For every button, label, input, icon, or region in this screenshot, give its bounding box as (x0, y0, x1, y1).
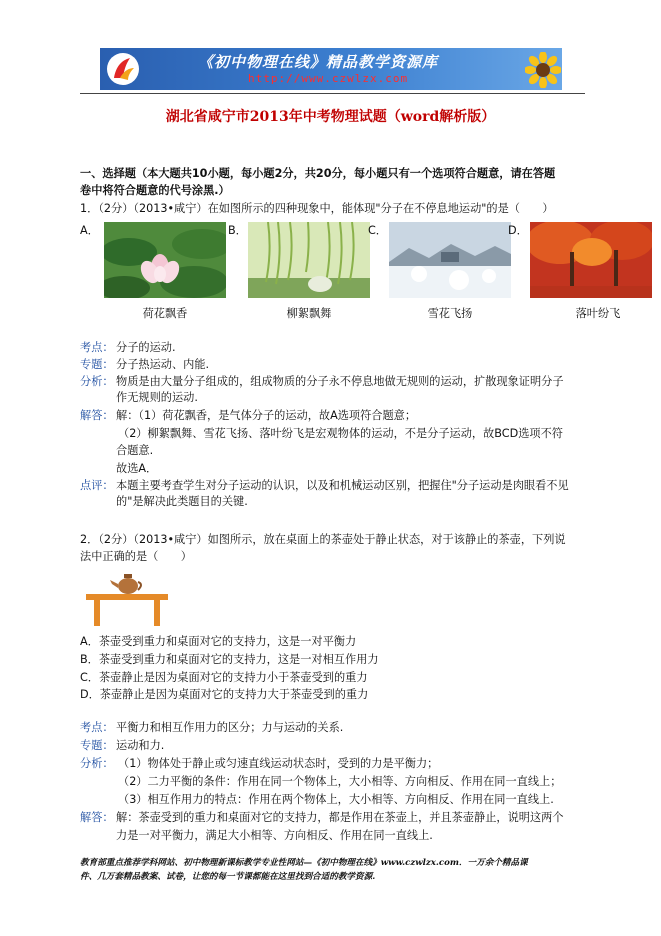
footer-line1: 教育部重点推荐学科网站、初中物理新课标教学专业性网站—《初中物理在线》www.czwlzx.com．一万余个精品课 (80, 858, 528, 868)
q2-fenxi-line2: （2）二力平衡的条件：作用在同一个物体上，大小相等、方向相反、作用在同一直线上； (118, 775, 562, 788)
snow-photo (389, 222, 511, 298)
page-footer (80, 856, 580, 884)
q1-option-d-caption: 落叶纷飞 (575, 307, 621, 320)
q2-stem-line1: 2．（2分）（2013•咸宁）如图所示，放在桌面上的茶壶处于静止状态，对于该静止的茶壶，下列说 (80, 533, 566, 546)
willow-photo (248, 222, 370, 298)
section-heading: 一、选择题（本大题共10小题，每小题2分，共20分，每小题只有一个选项符合题意，请在答题 (80, 167, 556, 180)
q2-stem-line2: 法中正确的是（ ） (80, 550, 192, 563)
q2-zhuanti: 运动和力. (116, 739, 165, 752)
q1-option-a-letter: A． (80, 224, 99, 237)
q2-jieda-label: 解答： (80, 811, 114, 824)
q2-option-b: B．茶壶受到重力和桌面对它的支持力，这是一对相互作用力 (80, 653, 379, 666)
q2-jieda-line2: 力是一对平衡力，满足大小相等、方向相反、作用在同一直线上. (116, 829, 433, 842)
lotus-photo (104, 222, 226, 298)
q2-option-c: C．茶壶静止是因为桌面对它的支持力小于茶壶受到的重力 (80, 671, 368, 684)
q1-jieda-line4: 故选A． (116, 462, 158, 475)
q2-jieda-line1: 解：茶壶受到的重力和桌面对它的支持力，都是作用在茶壶上，并且茶壶静止，说明这两个 (116, 811, 564, 824)
q2-fenxi-label: 分析： (80, 757, 114, 770)
q1-fenxi-line1: 物质是由大量分子组成的，组成物质的分子永不停息地做无规则的运动，扩散现象证明分子 (116, 375, 564, 388)
q1-dianping-line2: 的"是解决此类题目的关键. (116, 495, 248, 508)
teapot-on-table-figure (86, 570, 168, 626)
q1-zhuanti: 分子热运动、内能. (116, 358, 210, 371)
document-title: 湖北省咸宁市2013年中考物理试题（word解析版） (165, 109, 496, 125)
q1-option-d-letter: D． (508, 224, 528, 237)
q2-option-a: A．茶壶受到重力和桌面对它的支持力，这是一对平衡力 (80, 635, 357, 648)
sunflower-icon (525, 52, 561, 88)
q1-option-c-caption: 雪花飞扬 (427, 307, 473, 320)
q1-jieda-line2: （2）柳絮飘舞、雪花飞扬、落叶纷飞是宏观物体的运动，不是分子运动，故BCD选项不符 (118, 427, 563, 440)
q2-zhuanti-label: 专题： (80, 739, 114, 752)
q1-option-b-letter: B． (228, 224, 247, 237)
site-logo-icon (106, 52, 140, 86)
q1-stem: 1．（2分）（2013•咸宁）在如图所示的四种现象中，能体现"分子在不停息地运动"的是（ ） (80, 202, 554, 215)
q1-jieda-line3: 合题意. (116, 444, 154, 457)
q2-kaodian: 平衡力和相互作用力的区分；力与运动的关系. (116, 721, 344, 734)
q2-fenxi-line3: （3）相互作用力的特点：作用在两个物体上，大小相等、方向相反、作用在同一直线上. (118, 793, 554, 806)
section-heading-cont: 卷中将符合题意的代号涂黑.） (80, 184, 230, 197)
q1-dianping-label: 点评： (80, 479, 114, 492)
q2-kaodian-label: 考点： (80, 721, 114, 734)
q1-option-c-letter: C． (368, 224, 387, 237)
q1-dianping-line1: 本题主要考查学生对分子运动的认识，以及和机械运动区别，把握住"分子运动是肉眼看不见 (116, 479, 569, 492)
site-banner (100, 48, 562, 90)
q1-option-a-caption: 荷花飘香 (142, 307, 188, 320)
q1-kaodian: 分子的运动. (116, 341, 176, 354)
q1-jieda-line1: 解：（1）荷花飘香，是气体分子的运动，故A选项符合题意； (116, 409, 417, 422)
header-divider (80, 93, 585, 94)
q1-fenxi-line2: 作无规则的运动. (116, 391, 198, 404)
banner-url[interactable]: http://www.czwlzx.com (248, 72, 409, 85)
footer-line2: 件、几万套精品教案、试卷，让您的每一节课都能在这里找到合适的教学资源. (80, 872, 376, 882)
q1-jieda-label: 解答： (80, 409, 114, 422)
q1-zhuanti-label: 专题： (80, 358, 114, 371)
q2-fenxi-line1: （1）物体处于静止或匀速直线运动状态时，受到的力是平衡力； (118, 757, 439, 770)
q1-kaodian-label: 考点： (80, 341, 114, 354)
autumn-leaves-photo (530, 222, 652, 298)
q1-option-b-caption: 柳絮飘舞 (286, 307, 332, 320)
q1-fenxi-label: 分析： (80, 375, 114, 388)
banner-title: 《初中物理在线》精品教学资源库 (198, 53, 439, 71)
q2-option-d: D．茶壶静止是因为桌面对它的支持力大于茶壶受到的重力 (80, 688, 369, 701)
